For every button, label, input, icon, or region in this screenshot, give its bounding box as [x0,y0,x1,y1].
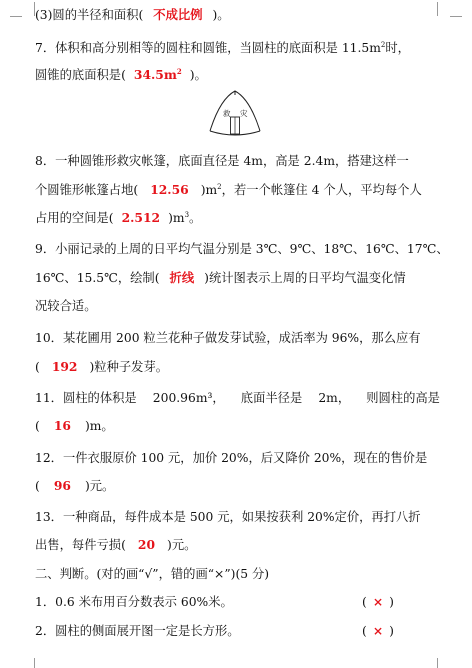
judge-2-answer: ( × ) [362,623,394,638]
question-3-sub3: (3)圆的半径和面积( 不成比例 )。 [35,7,230,22]
question-9-line3: 况较合适。 [35,299,97,313]
answer: 20 [137,537,156,552]
question-10-line1: 10．某花圃用 200 粒兰花种子做发芽试验，成活率为 96%，那么应有 [35,331,421,345]
question-10-line2: ( 192 )粒种子发芽。 [35,359,169,374]
answer: $34.5m^2$ [133,66,182,82]
crop-mark [22,2,35,16]
answer: 折线 [169,270,195,285]
section-heading: 二、判断。(对的画“√”，错的画“×”)(5 分) [35,567,270,581]
answer: 不成比例 [153,7,203,22]
question-12-line2: ( 96 )元。 [35,478,115,493]
crop-mark [10,16,22,29]
answer: 96 [53,478,71,493]
question-13-line2: 出售，每件亏损( 20 )元。 [35,537,197,552]
question-11-line2: ( 16 )m。 [35,418,114,433]
question-9-line1: 9．小丽记录的上周的日平均气温分别是 3℃、9℃、18℃、16℃、17℃、 [35,242,449,256]
tent-label: 灾 [240,109,248,118]
judge-1-answer: ( × ) [362,594,394,609]
question-8-line1: 8．一种圆锥形救灾帐篷，底面直径是 4m，高是 2.4m，搭建这样一 [35,154,409,168]
judge-2: 2．圆柱的侧面展开图一定是长方形。 [35,624,240,638]
answer: 192 [51,359,78,374]
question-7-line2: 圆锥的底面积是( $34.5m^2$ )。 [35,66,207,82]
answer: 2.512 [121,210,161,225]
question-12-line1: 12．一件衣服原价 100 元，加价 20%，后又降价 20%，现在的售价是 [35,451,428,465]
judge-1: 1．0.6 米布用百分数表示 60%米。 [35,595,233,609]
answer: 12.56 [150,182,189,197]
answer: 16 [53,418,71,433]
question-13-line1: 13．一种商品，每件成本是 500 元，如果按获利 20%定价，再打八折 [35,510,421,524]
tent-figure [204,87,266,139]
tent-label: 救 [223,109,231,118]
crop-mark [450,16,462,29]
question-8-line2: 个圆锥形帐篷占地( 12.56 )$m^2$，若一个帐篷住 4 个人，平均每个人 [35,182,422,197]
answer: × [372,623,384,638]
question-9-line2: 16℃、15.5℃，绘制( 折线 )统计图表示上周的日平均气温变化情 [35,270,406,285]
crop-mark [437,658,450,668]
question-7-line1: 7．体积和高分别相等的圆柱和圆锥，当圆柱的底面积是 $11.5m^2$时， [35,40,410,55]
question-8-line3: 占用的空间是( 2.512 )$m^3$。 [35,210,202,225]
question-11-line1: 11．圆柱的体积是 200.96m³， 底面半径是 2m， 则圆柱的高是 [35,391,440,405]
crop-mark [22,658,35,668]
answer: × [372,594,384,609]
